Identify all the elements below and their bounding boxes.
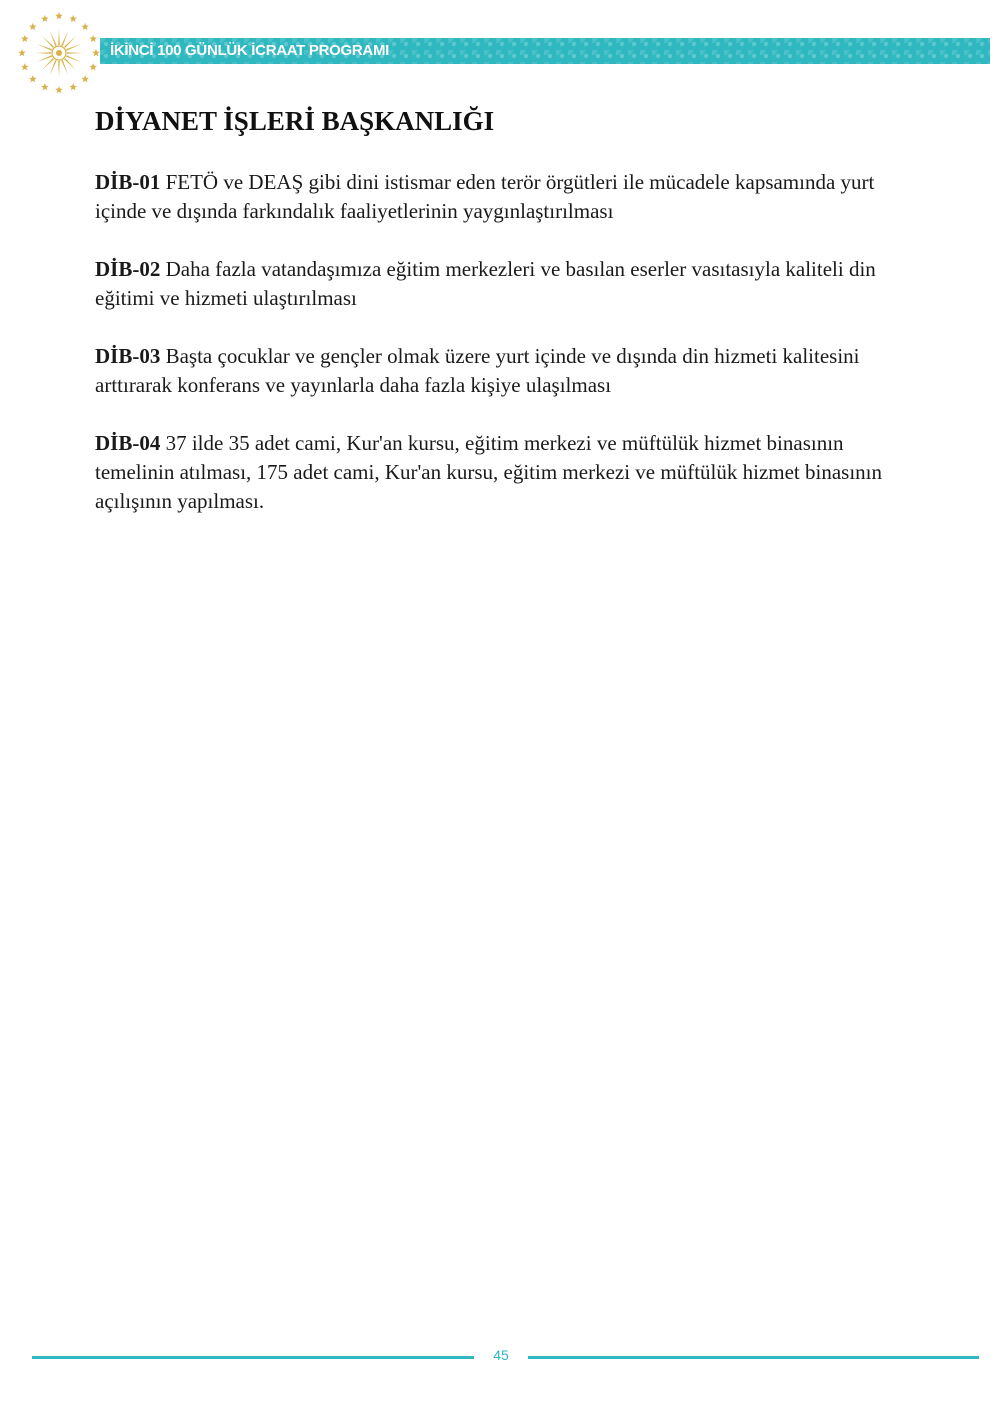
action-item-code: DİB-01 [95,170,161,194]
action-item [95,429,895,516]
action-item-list [95,168,895,545]
action-item-code: DİB-04 [95,431,161,455]
footer-divider-left [32,1356,474,1359]
action-item-text: Başta çocuklar ve gençler olmak üzere yurt içinde ve dışında din hizmeti kalitesini arttırarak konferans ve yayınlarla daha fazla kişiye ulaşılması [95,344,860,397]
header-band [100,38,990,64]
action-item-code: DİB-03 [95,344,161,368]
program-title: İKİNCİ 100 GÜNLÜK İCRAAT PROGRAMI [110,42,390,59]
action-item [95,255,895,313]
action-item-code: DİB-02 [95,257,161,281]
page-number: 45 [493,1347,509,1363]
footer-divider-right [528,1356,979,1359]
action-item-text: Daha fazla vatandaşımıza eğitim merkezleri ve basılan eserler vasıtasıyla kaliteli din eğitimi ve hizmeti ulaştırılması [95,257,876,310]
action-item-text: FETÖ ve DEAŞ gibi dini istismar eden terör örgütleri ile mücadele kapsamında yurt içinde ve dışında farkındalık faaliyetlerinin yaygınlaştırılması [95,170,875,223]
action-item [95,168,895,226]
page-title: DİYANET İŞLERİ BAŞKANLIĞI [95,106,495,136]
action-item [95,342,895,400]
action-item-text: 37 ilde 35 adet cami, Kur'an kursu, eğitim merkezi ve müftülük hizmet binasının temelinin atılması, 175 adet cami, Kur'an kursu, eğitim merkezi ve müftülük hizmet binasının açılışının yapılması. [95,431,883,513]
presidential-emblem-icon [14,8,104,98]
